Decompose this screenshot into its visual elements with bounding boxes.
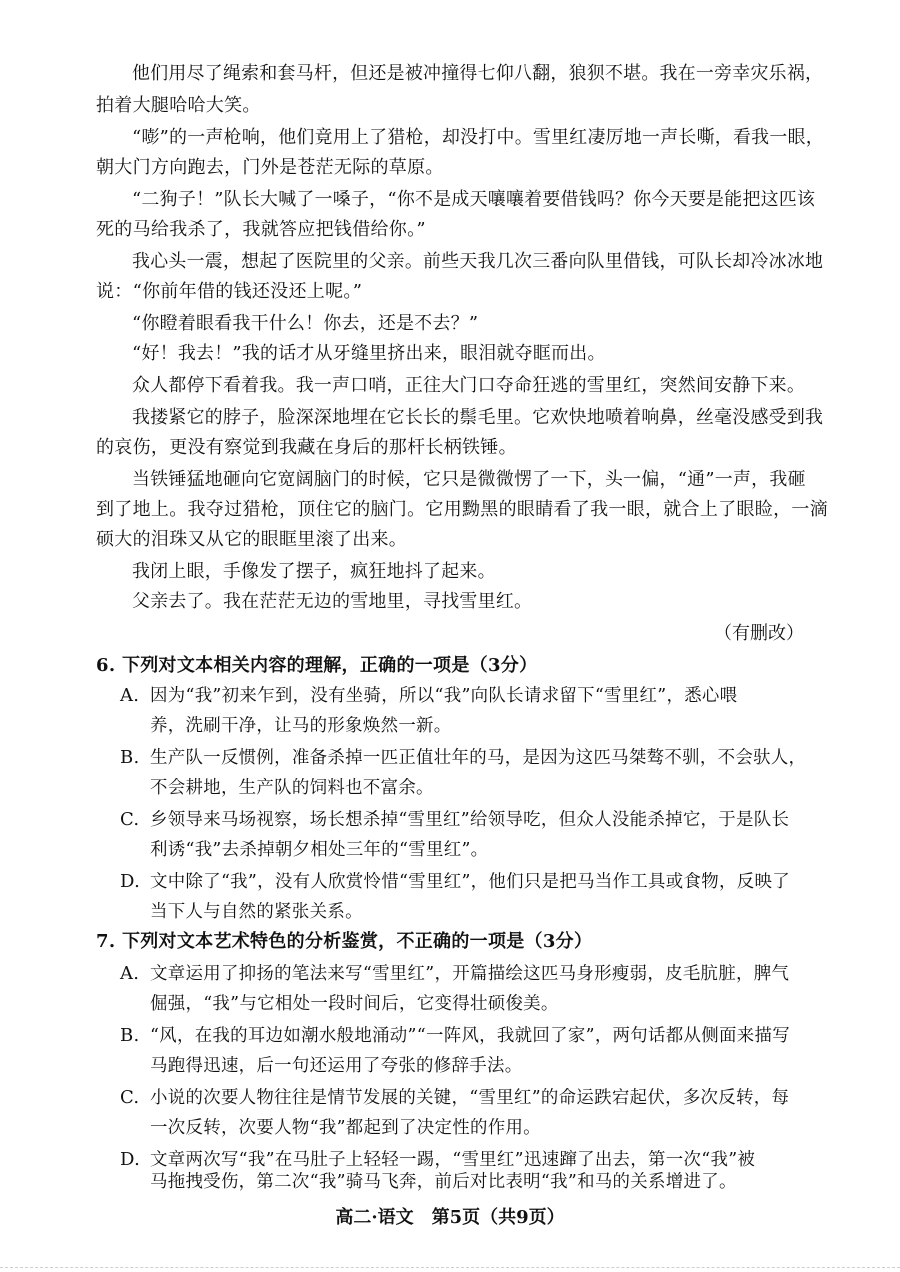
story-line: “二狗子！”队长大喊了一嗓子，“你不是成天嚷嚷着要借钱吗？你今天要是能把这匹该 [132, 189, 816, 210]
q7-option-d-line: 文章两次写“我”在马肚子上轻轻一踢，“雪里红”迅速蹿了出去，第一次“我”被 [150, 1150, 756, 1170]
q6-option-c-line: 利诱“我”去杀掉朝夕相处三年的“雪里红”。 [150, 840, 489, 860]
q7-option-c-letter: C. [120, 1087, 140, 1108]
q6-option-a-line: 因为“我”初来乍到，没有坐骑，所以“我”向队长请求留下“雪里红”，悉心喂 [150, 686, 738, 706]
story-line: 拍着大腿哈哈大笑。 [96, 95, 261, 116]
story-line: 我闭上眼，手像发了摆子，疯狂地抖了起来。 [132, 561, 496, 582]
story-line: 当铁锤猛地砸向它宽阔脑门的时候，它只是微微愣了一下，头一偏，“通”一声，我砸 [132, 469, 806, 490]
story-line: 死的马给我杀了，我就答应把钱借给你。” [96, 219, 426, 240]
story-line: “嘭”的一声枪响，他们竟用上了猎枪，却没打中。雪里红凄厉地一声长嘶，看我一眼， [132, 127, 824, 148]
page-footer: 高二·语文 第5页（共9页） [335, 1207, 565, 1228]
q6-option-a-line: 养，洗刷干净，让马的形象焕然一新。 [150, 716, 452, 736]
q7-option-c-line: 一次反转，次要人物“我”都起到了决定性的作用。 [150, 1118, 541, 1138]
q7-option-d-letter: D. [120, 1149, 141, 1170]
q7-option-d-line: 马拖拽受伤，第二次“我”骑马飞奔，前后对比表明“我”和马的关系增进了。 [150, 1172, 737, 1192]
q7-option-a-line: 文章运用了抑扬的笔法来写“雪里红”，开篇描绘这匹马身形瘦弱，皮毛肮脏，脾气 [150, 964, 790, 984]
story-line: 他们用尽了绳索和套马杆，但还是被冲撞得七仰八翻，狼狈不堪。我在一旁幸灾乐祸， [132, 63, 824, 84]
story-line: “你瞪着眼看我干什么！你去，还是不去？” [132, 313, 479, 334]
q6-option-b-line: 不会耕地，生产队的饲料也不富余。 [150, 778, 434, 798]
story-line: 我心头一震，想起了医院里的父亲。前些天我几次三番向队里借钱，可队长却冷冰冰地 [132, 251, 824, 272]
story-line: 硕大的泪珠又从它的眼眶里滚了出来。 [96, 529, 408, 550]
bottom-divider [0, 1267, 900, 1272]
story-line: 父亲去了。我在茫茫无边的雪地里，寻找雪里红。 [132, 591, 533, 612]
story-line: 的哀伤，更没有察觉到我藏在身后的那杆长柄铁锤。 [96, 437, 517, 458]
q7-option-b-letter: B. [120, 1025, 140, 1046]
q6-option-d-line: 文中除了“我”，没有人欣赏怜惜“雪里红”，他们只是把马当作工具或食物，反映了 [150, 872, 790, 892]
question-7-head: 7. 下列对文本艺术特色的分析鉴赏，不正确的一项是（3分） [96, 931, 593, 952]
q6-option-d-letter: D. [120, 871, 141, 892]
q6-option-c-line: 乡领导来马场视察，场长想杀掉“雪里红”给领导吃，但众人没能杀掉它，于是队长 [150, 810, 790, 830]
q6-option-b-letter: B. [120, 747, 140, 768]
story-line: “好！我去！”我的话才从牙缝里挤出来，眼泪就夺眶而出。 [132, 343, 606, 364]
story-line: 我搂紧它的脖子，脸深深地埋在它长长的鬃毛里。它欢快地喷着响鼻，丝毫没感受到我 [132, 407, 824, 428]
q6-option-a-letter: A. [120, 685, 140, 706]
q6-option-b-line: 生产队一反惯例，准备杀掉一匹正值壮年的马，是因为这匹马桀骜不驯，不会驮人， [150, 748, 807, 768]
q7-option-b-line: 马跑得迅速，后一句还运用了夸张的修辞手法。 [150, 1056, 523, 1076]
question-6-head: 6. 下列对文本相关内容的理解，正确的一项是（3分） [96, 655, 538, 676]
q6-option-c-letter: C. [120, 809, 140, 830]
q6-option-d-line: 当下人与自然的紧张关系。 [150, 902, 363, 922]
story-line: 说：“你前年借的钱还没还上呢。” [96, 281, 363, 302]
q7-option-a-letter: A. [120, 963, 140, 984]
q7-option-a-line: 倔强，“我”与它相处一段时间后，它变得壮硕俊美。 [150, 994, 559, 1014]
story-line: 到了地上。我夺过猎枪，顶住它的脑门。它用黝黑的眼睛看了我一眼，就合上了眼睑，一滴 [96, 499, 828, 520]
story-line: 众人都停下看着我。我一声口哨，正往大门口夺命狂逃的雪里红，突然间安静下来。 [132, 375, 806, 396]
source-note: （有删改） [714, 623, 804, 644]
q7-option-c-line: 小说的次要人物往往是情节发展的关键，“雪里红”的命运跌宕起伏，多次反转，每 [150, 1088, 790, 1108]
story-line: 朝大门方向跑去，门外是苍茫无际的草原。 [96, 157, 444, 178]
q7-option-b-line: “风，在我的耳边如潮水般地涌动”“一阵风，我就回了家”，两句话都从侧面来描写 [150, 1026, 790, 1046]
